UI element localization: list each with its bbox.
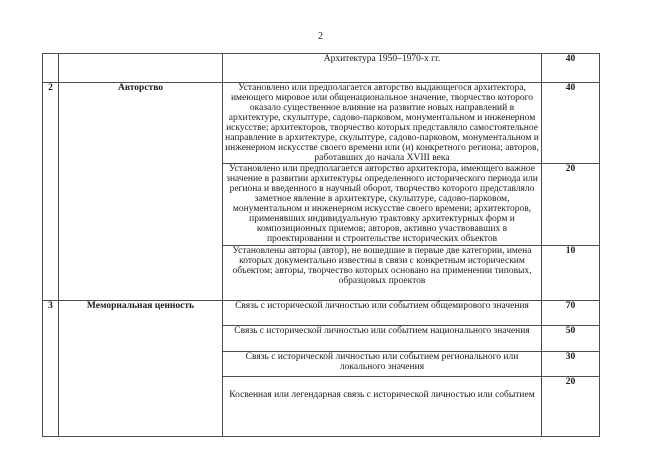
description-cell: Установлено или предполагается авторство выдающегося архитектора, имеющего мировое или общенациональное значение, творчество которого оказало существенное влияние на развитие новых направлений в архитектуре, скульптуре, садово-парковом, монументальном и инженерном искусстве; архитекторов, творчество которых представляло самостоятельное направление в архитектуре, скульптуре, садово-парковом, монументальном и инженерном искусстве своего времени или (и) конкретного региона; авторов, работавших до начала XVIII века <box>223 83 542 164</box>
row-number-cell: 2 <box>43 83 59 301</box>
page-number: 2 <box>318 31 323 42</box>
score-cell: 40 <box>542 83 600 164</box>
description-cell: Связь с исторической личностью или событием регионального или локального значения <box>223 352 542 377</box>
description-cell: Связь с исторической личностью или событием общемирового значения <box>223 301 542 326</box>
description-cell: Архитектура 1950–1970-х гг. <box>223 54 542 83</box>
criterion-name-cell <box>59 54 223 83</box>
score-cell: 70 <box>542 301 600 326</box>
row-number-cell <box>43 54 59 83</box>
description-cell: Косвенная или легендарная связь с исторической личностью или событием <box>223 377 542 437</box>
score-cell: 20 <box>542 377 600 437</box>
criteria-table <box>42 53 600 437</box>
score-cell: 10 <box>542 246 600 301</box>
table-row <box>43 83 600 164</box>
score-cell: 20 <box>542 164 600 246</box>
score-cell: 50 <box>542 326 600 352</box>
score-cell: 30 <box>542 352 600 377</box>
table-row <box>43 54 600 83</box>
description-cell: Установлены авторы (автор), не вошедшие в первые две категории, имена которых документально известны в связи с конкретным историческим объектом; авторы, творчество которых основано на применении типовых, образцовых проектов <box>223 246 542 301</box>
score-cell: 40 <box>542 54 600 83</box>
row-number-cell: 3 <box>43 301 59 437</box>
description-cell: Связь с исторической личностью или событием национального значения <box>223 326 542 352</box>
table-row <box>43 301 600 326</box>
criterion-name-cell: Авторство <box>59 83 223 301</box>
criterion-name-cell: Мемориальная ценность <box>59 301 223 437</box>
description-cell: Установлено или предполагается авторство архитектора, имеющего важное значение в развитии архитектуры определенного исторического периода или региона и введенного в научный оборот, творчество которого представляло заметное явление в архитектуре, скульптуре, садово-парковом, монументальном и инженерном искусстве своего времени; архитекторов, применявших индивидуальную трактовку архитектурных форм и композиционных приемов; авторов, активно участвовавших в проектировании и строительстве исторических объектов <box>223 164 542 246</box>
